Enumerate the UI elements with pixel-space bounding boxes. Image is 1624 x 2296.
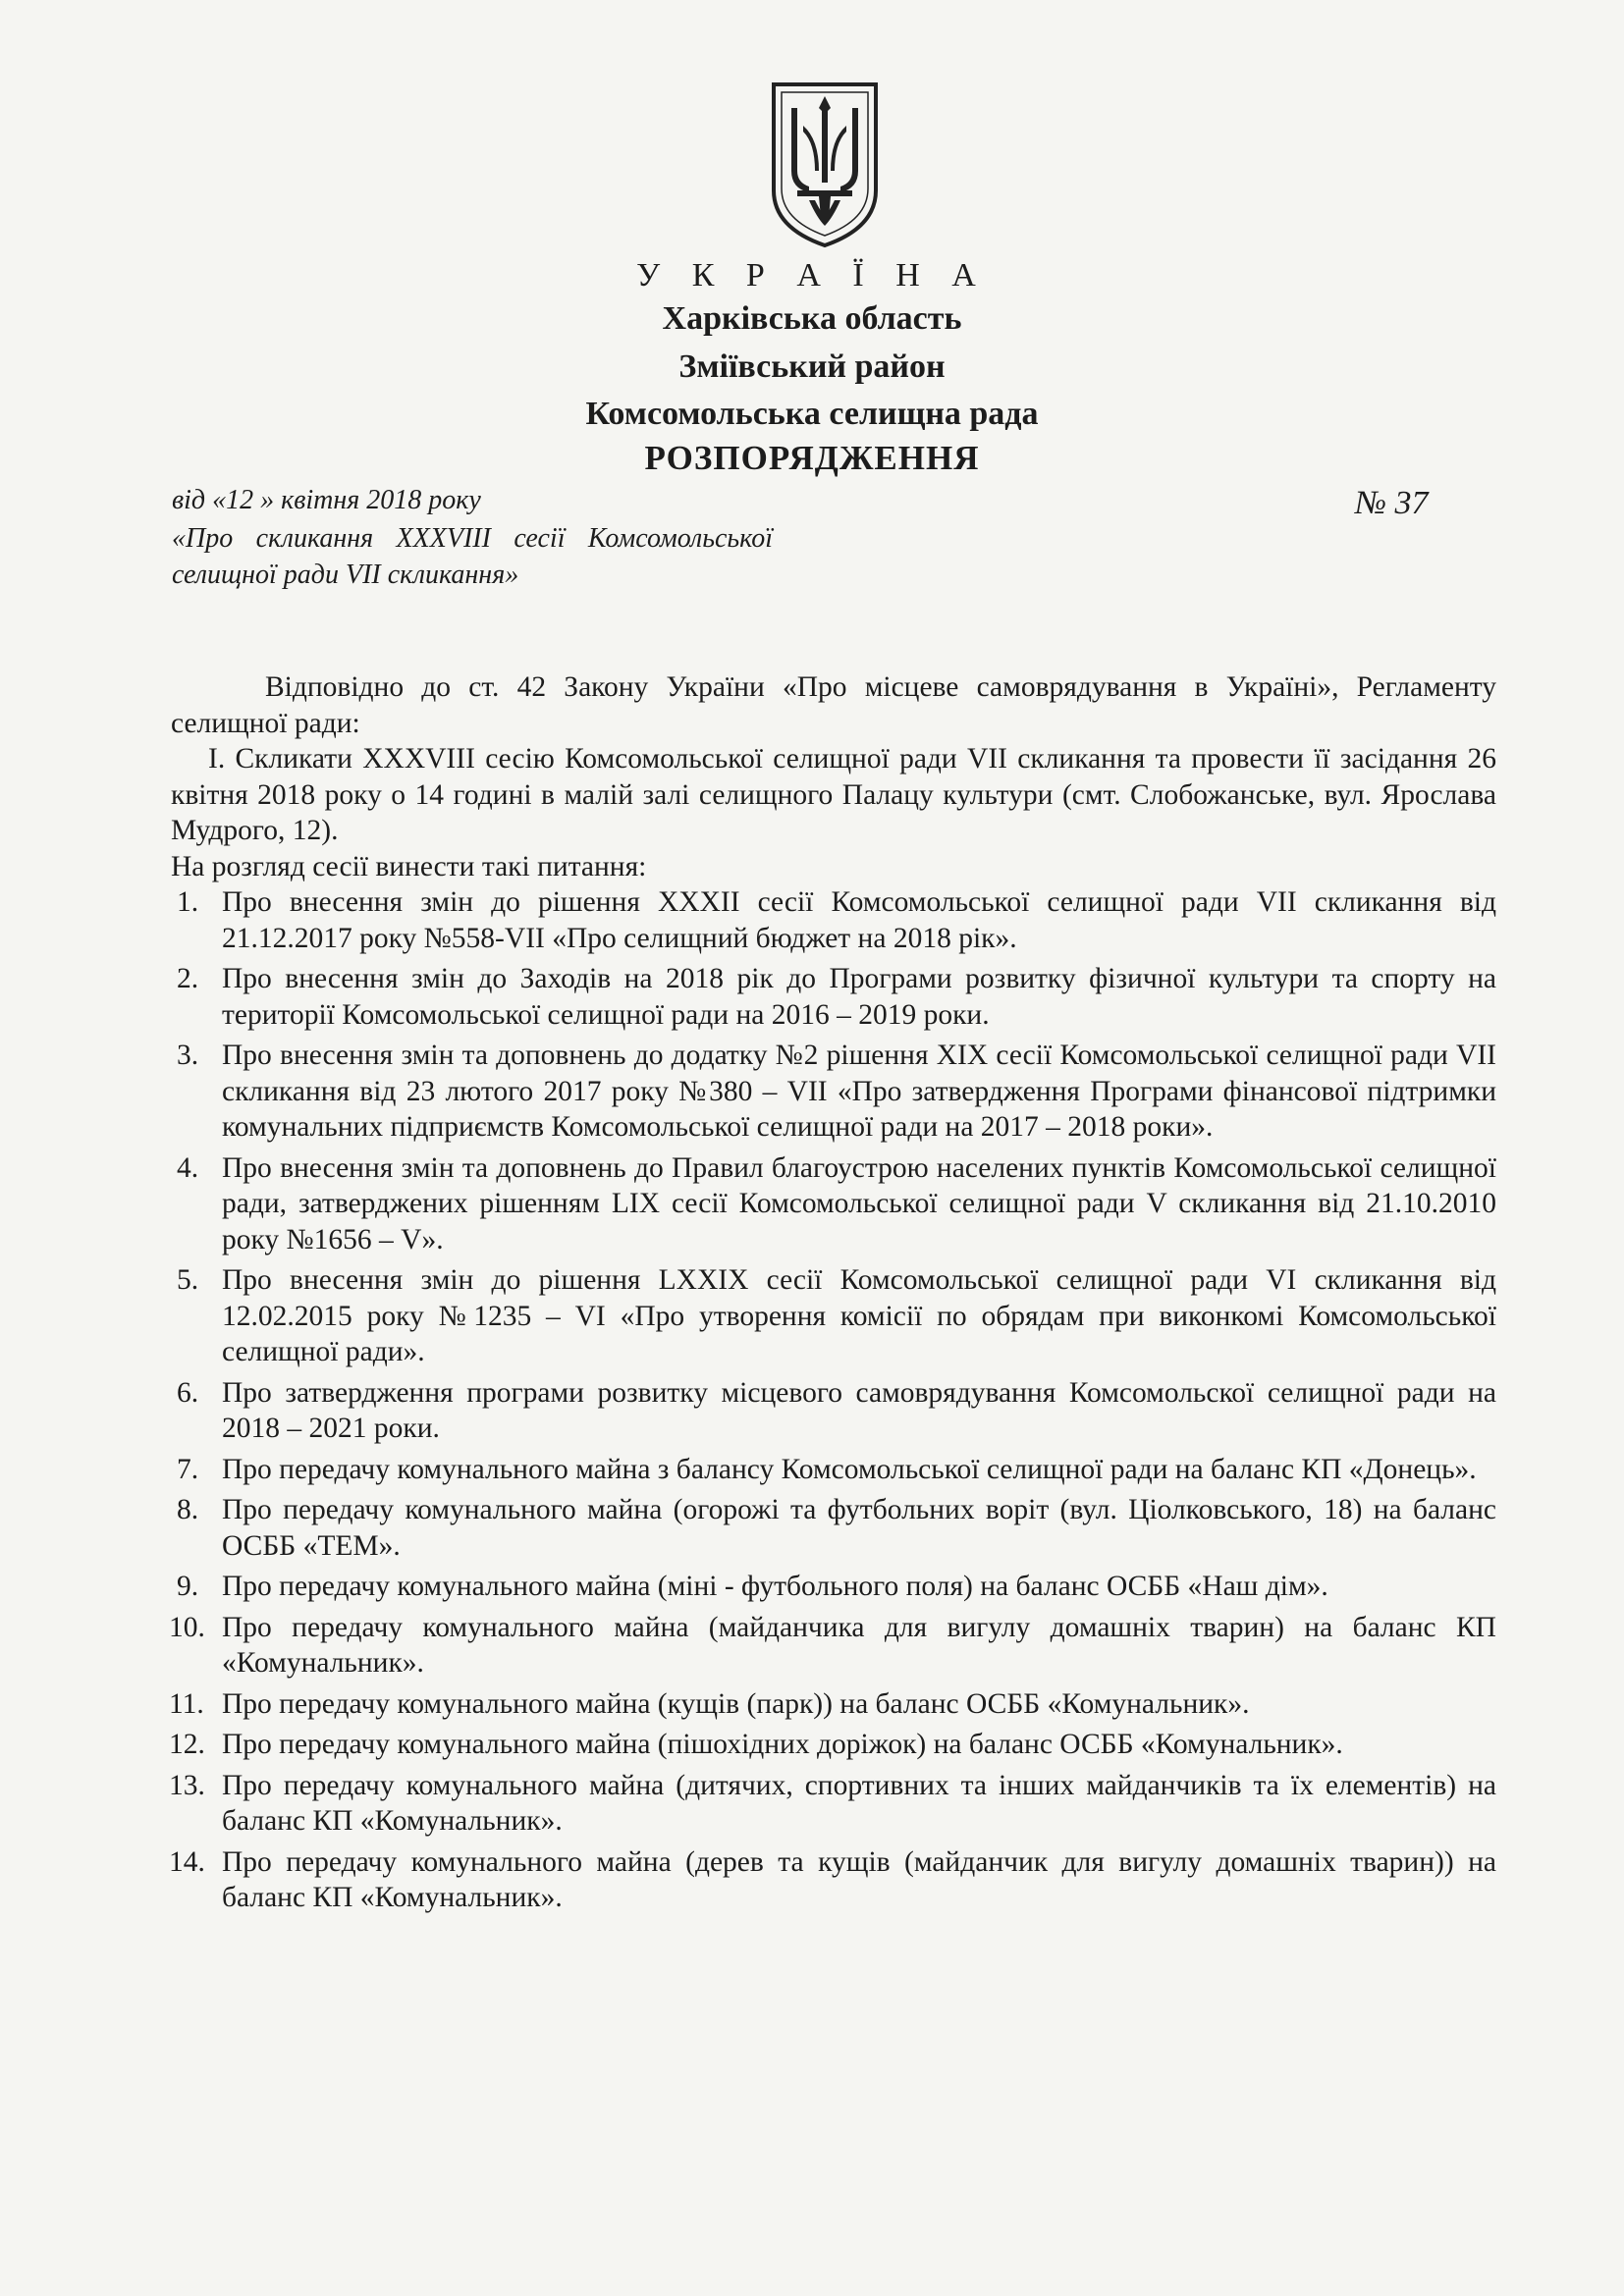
- agenda-item-text: Про передачу комунального майна (дитячих, спортивних та інших майданчиків та їх елементів) на баланс КП «Комунальник».: [222, 1769, 1496, 1837]
- agenda-item: [171, 1768, 1496, 1840]
- agenda-item: [171, 961, 1496, 1033]
- agenda-item: [171, 1262, 1496, 1370]
- agenda-item-number: 3.: [177, 1040, 199, 1071]
- agenda-item: [171, 1727, 1496, 1763]
- agenda-intro: На розгляд сесії винести такі питання:: [171, 850, 647, 882]
- agenda-item: [171, 1610, 1496, 1682]
- agenda-item: [171, 1375, 1496, 1447]
- agenda-item-text: Про передачу комунального майна (кущів (парк)) на баланс ОСББ «Комунальник».: [222, 1687, 1250, 1720]
- agenda-item-number: 8.: [177, 1494, 199, 1525]
- document-body: [171, 669, 1496, 1921]
- document-number: № 37: [1355, 485, 1429, 521]
- agenda-item-number: 9.: [177, 1571, 199, 1602]
- agenda-item-number: 7.: [177, 1453, 199, 1485]
- agenda-item: [171, 1038, 1496, 1146]
- council-heading: Комсомольська селищна рада: [585, 396, 1039, 432]
- agenda-item: [171, 1686, 1496, 1723]
- coat-of-arms-icon: [770, 80, 880, 249]
- agenda-item: [171, 1569, 1496, 1605]
- agenda-item-text: Про внесення змін та доповнень до додатку №2 рішення XIX сесії Комсомольської селищної ради VII скликання від 23 лютого 2017 року №380 – VII «Про затвердження Програми фінансової підтримки комунальних підприємств Комсомольської селищної ради на 2017 – 2018 роки».: [222, 1040, 1496, 1143]
- agenda-item: [171, 1150, 1496, 1258]
- agenda-item: [171, 1844, 1496, 1916]
- agenda-item-text: Про передачу комунального майна (дерев та кущів (майданчик для вигулу домашніх тварин)) на баланс КП «Комунальник».: [222, 1845, 1496, 1913]
- agenda-item-number: 2.: [177, 963, 199, 994]
- agenda-item-text: Про передачу комунального майна (огорожі та футбольних воріт (вул. Ціолковського, 18) на баланс ОСББ «ТЕМ».: [222, 1494, 1496, 1562]
- agenda-item-number: 5.: [177, 1264, 199, 1296]
- agenda-item-number: 10.: [169, 1611, 205, 1643]
- agenda-item-text: Про внесення змін та доповнень до Правил благоустрою населених пунктів Комсомольської селищної ради, затверджених рішенням LIX сесії Комсомольської селищної ради V скликання від 21.10.2010 року №1656 – V».: [222, 1151, 1496, 1255]
- oblast-heading: Харківська область: [662, 300, 962, 337]
- intro-paragraph: Відповідно до ст. 42 Закону України «Про місцеве самоврядування в Україні», Регламенту селищної ради:: [171, 671, 1496, 739]
- country-heading: У К Р А Ї Н А: [636, 257, 988, 294]
- raion-heading: Зміївський район: [678, 348, 946, 385]
- agenda-item-text: Про внесення змін до рішення XXXII сесії Комсомольської селищної ради VII скликання від 21.12.2017 року №558-VII «Про селищний бюджет на 2018 рік».: [222, 886, 1496, 954]
- agenda-item-text: Про внесення змін до рішення LXXIX сесії Комсомольської селищної ради VI скликання від 12.02.2015 року №1235 – VI «Про утворення комісії по обрядам при виконкомі Комсомольської селищної ради».: [222, 1264, 1496, 1367]
- point-one-paragraph: І. Скликати XXXVIII сесію Комсомольської селищної ради VII скликання та провести її засідання 26 квітня 2018 року о 14 годині в малій залі селищного Палацу культури (смт. Слобожанське, вул. Ярослава Мудрого, 12).: [171, 743, 1496, 846]
- document-type-title: РОЗПОРЯДЖЕННЯ: [644, 439, 980, 477]
- agenda-item-text: Про передачу комунального майна (майданчика для вигулу домашніх тварин) на баланс КП «Комунальник».: [222, 1611, 1496, 1679]
- agenda-item-number: 12.: [169, 1729, 205, 1760]
- agenda-item-number: 13.: [169, 1769, 205, 1801]
- agenda-item-text: Про передачу комунального майна з балансу Комсомольської селищної ради на баланс КП «Донець».: [222, 1453, 1477, 1485]
- agenda-item-number: 11.: [169, 1687, 204, 1720]
- document-date: від «12 » квітня 2018 року: [172, 485, 481, 515]
- agenda-item-text: Про внесення змін до Заходів на 2018 рік до Програми розвитку фізичної культури та спорту на території Комсомольської селищної ради на 2016 – 2019 роки.: [222, 963, 1496, 1031]
- agenda-item-text: Про передачу комунального майна (пішохідних доріжок) на баланс ОСББ «Комунальник».: [222, 1729, 1343, 1760]
- document-subject: «Про скликання XXXVIII сесії Комсомольської селищної ради VII скликання»: [172, 523, 773, 590]
- agenda-item-number: 6.: [177, 1376, 199, 1409]
- agenda-item-text: Про затвердження програми розвитку місцевого самоврядування Комсомольскої селищної ради на 2018 – 2021 роки.: [222, 1376, 1496, 1444]
- agenda-item: [171, 884, 1496, 956]
- agenda-item: [171, 1452, 1496, 1488]
- agenda-item-number: 14.: [169, 1845, 205, 1878]
- agenda-item-number: 1.: [177, 886, 199, 918]
- agenda-list: [171, 884, 1496, 1916]
- agenda-item-number: 4.: [177, 1151, 199, 1184]
- agenda-item-text: Про передачу комунального майна (міні - футбольного поля) на баланс ОСББ «Наш дім».: [222, 1571, 1328, 1602]
- agenda-item: [171, 1492, 1496, 1564]
